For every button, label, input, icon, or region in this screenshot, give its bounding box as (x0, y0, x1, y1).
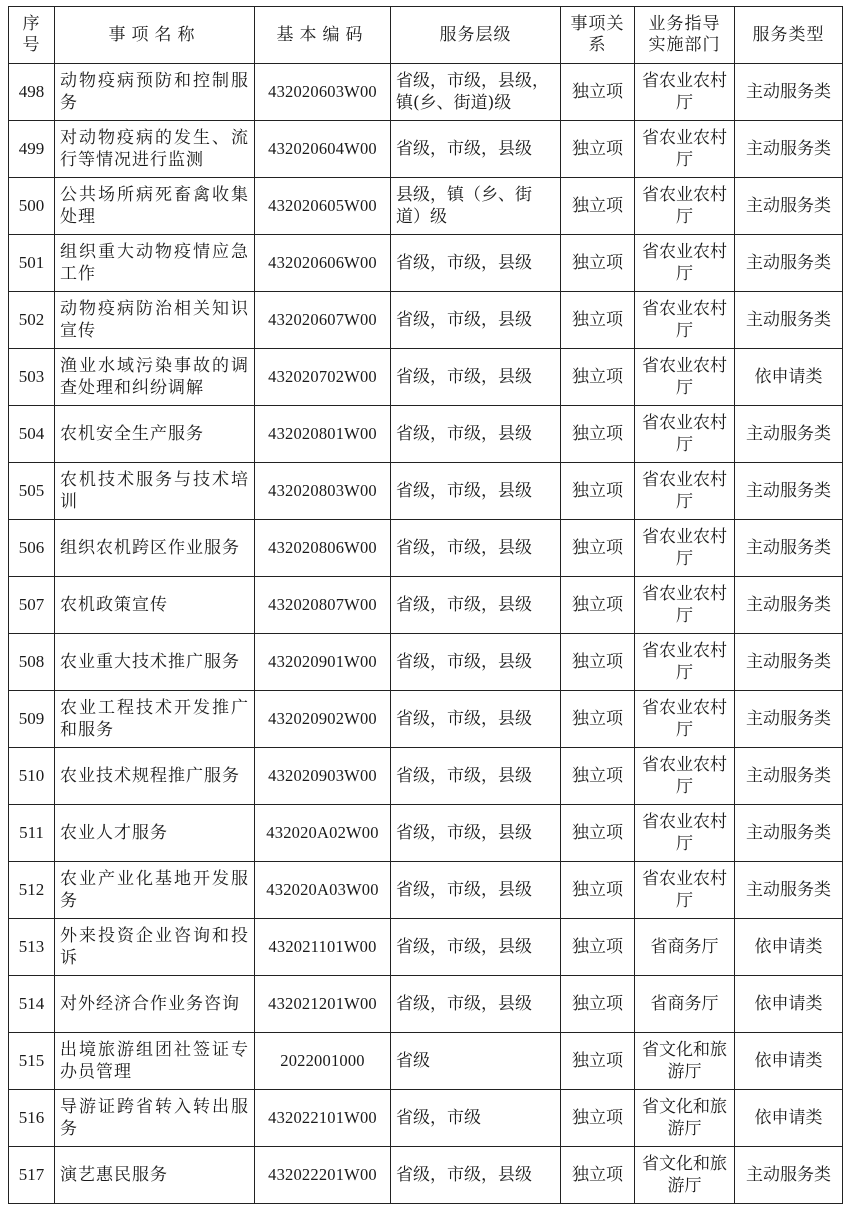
cell-type: 主动服务类 (735, 64, 843, 121)
table-row (9, 64, 843, 121)
table-row (9, 862, 843, 919)
cell-relation: 独立项 (561, 1033, 635, 1090)
cell-dept: 省农业农村厅 (635, 121, 735, 178)
cell-relation: 独立项 (561, 349, 635, 406)
cell-code: 432020604W00 (255, 121, 391, 178)
cell-dept: 省农业农村厅 (635, 634, 735, 691)
cell-dept: 省农业农村厅 (635, 691, 735, 748)
cell-dept: 省农业农村厅 (635, 64, 735, 121)
header-relation: 事项关系 (561, 7, 635, 64)
table-row (9, 1033, 843, 1090)
cell-relation: 独立项 (561, 121, 635, 178)
table-row (9, 406, 843, 463)
cell-name: 对动物疫病的发生、流行等情况进行监测 (55, 121, 255, 178)
header-name: 事项名称 (55, 7, 255, 64)
table-row (9, 292, 843, 349)
cell-relation: 独立项 (561, 520, 635, 577)
cell-name: 渔业水域污染事故的调查处理和纠纷调解 (55, 349, 255, 406)
cell-type: 依申请类 (735, 1090, 843, 1147)
cell-level: 省级，市级，县级 (391, 292, 561, 349)
cell-name: 导游证跨省转入转出服务 (55, 1090, 255, 1147)
cell-type: 主动服务类 (735, 577, 843, 634)
cell-dept: 省农业农村厅 (635, 577, 735, 634)
cell-dept: 省农业农村厅 (635, 292, 735, 349)
cell-code: 432020A03W00 (255, 862, 391, 919)
cell-name: 动物疫病防治相关知识宣传 (55, 292, 255, 349)
cell-level: 省级，市级，县级 (391, 235, 561, 292)
cell-dept: 省文化和旅游厅 (635, 1033, 735, 1090)
table-row (9, 1147, 843, 1204)
cell-relation: 独立项 (561, 406, 635, 463)
cell-name: 农机安全生产服务 (55, 406, 255, 463)
cell-seq: 506 (9, 520, 55, 577)
table-row (9, 349, 843, 406)
cell-relation: 独立项 (561, 235, 635, 292)
cell-seq: 516 (9, 1090, 55, 1147)
cell-type: 主动服务类 (735, 178, 843, 235)
cell-level: 省级，市级，县级 (391, 691, 561, 748)
cell-code: 432020607W00 (255, 292, 391, 349)
cell-seq: 503 (9, 349, 55, 406)
cell-name: 公共场所病死畜禽收集处理 (55, 178, 255, 235)
cell-relation: 独立项 (561, 691, 635, 748)
cell-relation: 独立项 (561, 805, 635, 862)
cell-dept: 省农业农村厅 (635, 805, 735, 862)
cell-level: 省级，市级，县级 (391, 577, 561, 634)
cell-relation: 独立项 (561, 577, 635, 634)
cell-level: 省级，市级，县级 (391, 121, 561, 178)
cell-name: 农机政策宣传 (55, 577, 255, 634)
cell-seq: 499 (9, 121, 55, 178)
cell-level: 县级，镇（乡、街道）级 (391, 178, 561, 235)
header-level: 服务层级 (391, 7, 561, 64)
cell-name: 组织农机跨区作业服务 (55, 520, 255, 577)
table-row (9, 1090, 843, 1147)
cell-dept: 省农业农村厅 (635, 748, 735, 805)
cell-dept: 省农业农村厅 (635, 862, 735, 919)
cell-relation: 独立项 (561, 919, 635, 976)
cell-relation: 独立项 (561, 64, 635, 121)
cell-type: 主动服务类 (735, 691, 843, 748)
cell-name: 农业人才服务 (55, 805, 255, 862)
cell-level: 省级，市级，县级 (391, 805, 561, 862)
cell-seq: 511 (9, 805, 55, 862)
cell-type: 主动服务类 (735, 1147, 843, 1204)
cell-relation: 独立项 (561, 634, 635, 691)
cell-level: 省级，市级，县级 (391, 919, 561, 976)
header-dept: 业务指导实施部门 (635, 7, 735, 64)
cell-dept: 省农业农村厅 (635, 406, 735, 463)
table-row (9, 463, 843, 520)
cell-relation: 独立项 (561, 463, 635, 520)
header-type: 服务类型 (735, 7, 843, 64)
cell-name: 外来投资企业咨询和投诉 (55, 919, 255, 976)
cell-name: 组织重大动物疫情应急工作 (55, 235, 255, 292)
cell-level: 省级，市级，县级，镇(乡、街道)级 (391, 64, 561, 121)
cell-level: 省级，市级，县级 (391, 520, 561, 577)
table-row (9, 235, 843, 292)
cell-level: 省级，市级，县级 (391, 406, 561, 463)
cell-relation: 独立项 (561, 1147, 635, 1204)
cell-dept: 省商务厅 (635, 976, 735, 1033)
cell-seq: 502 (9, 292, 55, 349)
cell-seq: 508 (9, 634, 55, 691)
cell-seq: 513 (9, 919, 55, 976)
table-row (9, 919, 843, 976)
cell-level: 省级，市级，县级 (391, 349, 561, 406)
cell-code: 432020807W00 (255, 577, 391, 634)
cell-name: 农业产业化基地开发服务 (55, 862, 255, 919)
cell-dept: 省农业农村厅 (635, 235, 735, 292)
cell-name: 农业重大技术推广服务 (55, 634, 255, 691)
cell-code: 432020A02W00 (255, 805, 391, 862)
table-row (9, 121, 843, 178)
cell-code: 432022201W00 (255, 1147, 391, 1204)
cell-seq: 505 (9, 463, 55, 520)
cell-seq: 504 (9, 406, 55, 463)
cell-dept: 省农业农村厅 (635, 178, 735, 235)
cell-relation: 独立项 (561, 292, 635, 349)
cell-type: 依申请类 (735, 919, 843, 976)
cell-name: 演艺惠民服务 (55, 1147, 255, 1204)
cell-name: 农业工程技术开发推广和服务 (55, 691, 255, 748)
cell-name: 农机技术服务与技术培训 (55, 463, 255, 520)
cell-type: 主动服务类 (735, 463, 843, 520)
cell-relation: 独立项 (561, 178, 635, 235)
cell-seq: 512 (9, 862, 55, 919)
header-code: 基本编码 (255, 7, 391, 64)
cell-dept: 省农业农村厅 (635, 463, 735, 520)
cell-code: 432020902W00 (255, 691, 391, 748)
cell-seq: 507 (9, 577, 55, 634)
cell-relation: 独立项 (561, 862, 635, 919)
cell-seq: 514 (9, 976, 55, 1033)
table-row (9, 520, 843, 577)
cell-seq: 500 (9, 178, 55, 235)
service-items-table (8, 6, 843, 1204)
table-row (9, 577, 843, 634)
cell-code: 432020803W00 (255, 463, 391, 520)
table-row (9, 805, 843, 862)
cell-level: 省级，市级，县级 (391, 976, 561, 1033)
cell-relation: 独立项 (561, 748, 635, 805)
cell-type: 主动服务类 (735, 805, 843, 862)
cell-name: 对外经济合作业务咨询 (55, 976, 255, 1033)
cell-seq: 509 (9, 691, 55, 748)
table-row (9, 634, 843, 691)
cell-level: 省级，市级，县级 (391, 1147, 561, 1204)
cell-name: 出境旅游组团社签证专办员管理 (55, 1033, 255, 1090)
cell-level: 省级，市级，县级 (391, 748, 561, 805)
cell-dept: 省文化和旅游厅 (635, 1090, 735, 1147)
cell-dept: 省农业农村厅 (635, 349, 735, 406)
cell-type: 主动服务类 (735, 634, 843, 691)
table-header-row (9, 7, 843, 64)
cell-code: 432020603W00 (255, 64, 391, 121)
cell-seq: 498 (9, 64, 55, 121)
cell-code: 432021201W00 (255, 976, 391, 1033)
cell-seq: 515 (9, 1033, 55, 1090)
cell-dept: 省农业农村厅 (635, 520, 735, 577)
cell-relation: 独立项 (561, 976, 635, 1033)
cell-type: 主动服务类 (735, 748, 843, 805)
cell-code: 2022001000 (255, 1033, 391, 1090)
cell-level: 省级，市级 (391, 1090, 561, 1147)
cell-dept: 省文化和旅游厅 (635, 1147, 735, 1204)
cell-code: 432020702W00 (255, 349, 391, 406)
cell-type: 主动服务类 (735, 520, 843, 577)
table-row (9, 748, 843, 805)
cell-type: 主动服务类 (735, 292, 843, 349)
cell-code: 432022101W00 (255, 1090, 391, 1147)
header-seq: 序号 (9, 7, 55, 64)
cell-type: 主动服务类 (735, 235, 843, 292)
cell-type: 主动服务类 (735, 862, 843, 919)
cell-type: 主动服务类 (735, 406, 843, 463)
cell-level: 省级，市级，县级 (391, 862, 561, 919)
cell-level: 省级，市级，县级 (391, 463, 561, 520)
cell-type: 主动服务类 (735, 121, 843, 178)
cell-code: 432020806W00 (255, 520, 391, 577)
table-row (9, 691, 843, 748)
cell-level: 省级，市级，县级 (391, 634, 561, 691)
cell-name: 动物疫病预防和控制服务 (55, 64, 255, 121)
cell-code: 432020903W00 (255, 748, 391, 805)
cell-code: 432020901W00 (255, 634, 391, 691)
cell-seq: 510 (9, 748, 55, 805)
cell-dept: 省商务厅 (635, 919, 735, 976)
cell-relation: 独立项 (561, 1090, 635, 1147)
table-body (9, 64, 843, 1204)
cell-seq: 501 (9, 235, 55, 292)
table-row (9, 178, 843, 235)
cell-code: 432020606W00 (255, 235, 391, 292)
cell-level: 省级 (391, 1033, 561, 1090)
cell-name: 农业技术规程推广服务 (55, 748, 255, 805)
cell-type: 依申请类 (735, 349, 843, 406)
cell-code: 432020801W00 (255, 406, 391, 463)
cell-type: 依申请类 (735, 976, 843, 1033)
cell-code: 432021101W00 (255, 919, 391, 976)
cell-code: 432020605W00 (255, 178, 391, 235)
cell-seq: 517 (9, 1147, 55, 1204)
cell-type: 依申请类 (735, 1033, 843, 1090)
table-row (9, 976, 843, 1033)
